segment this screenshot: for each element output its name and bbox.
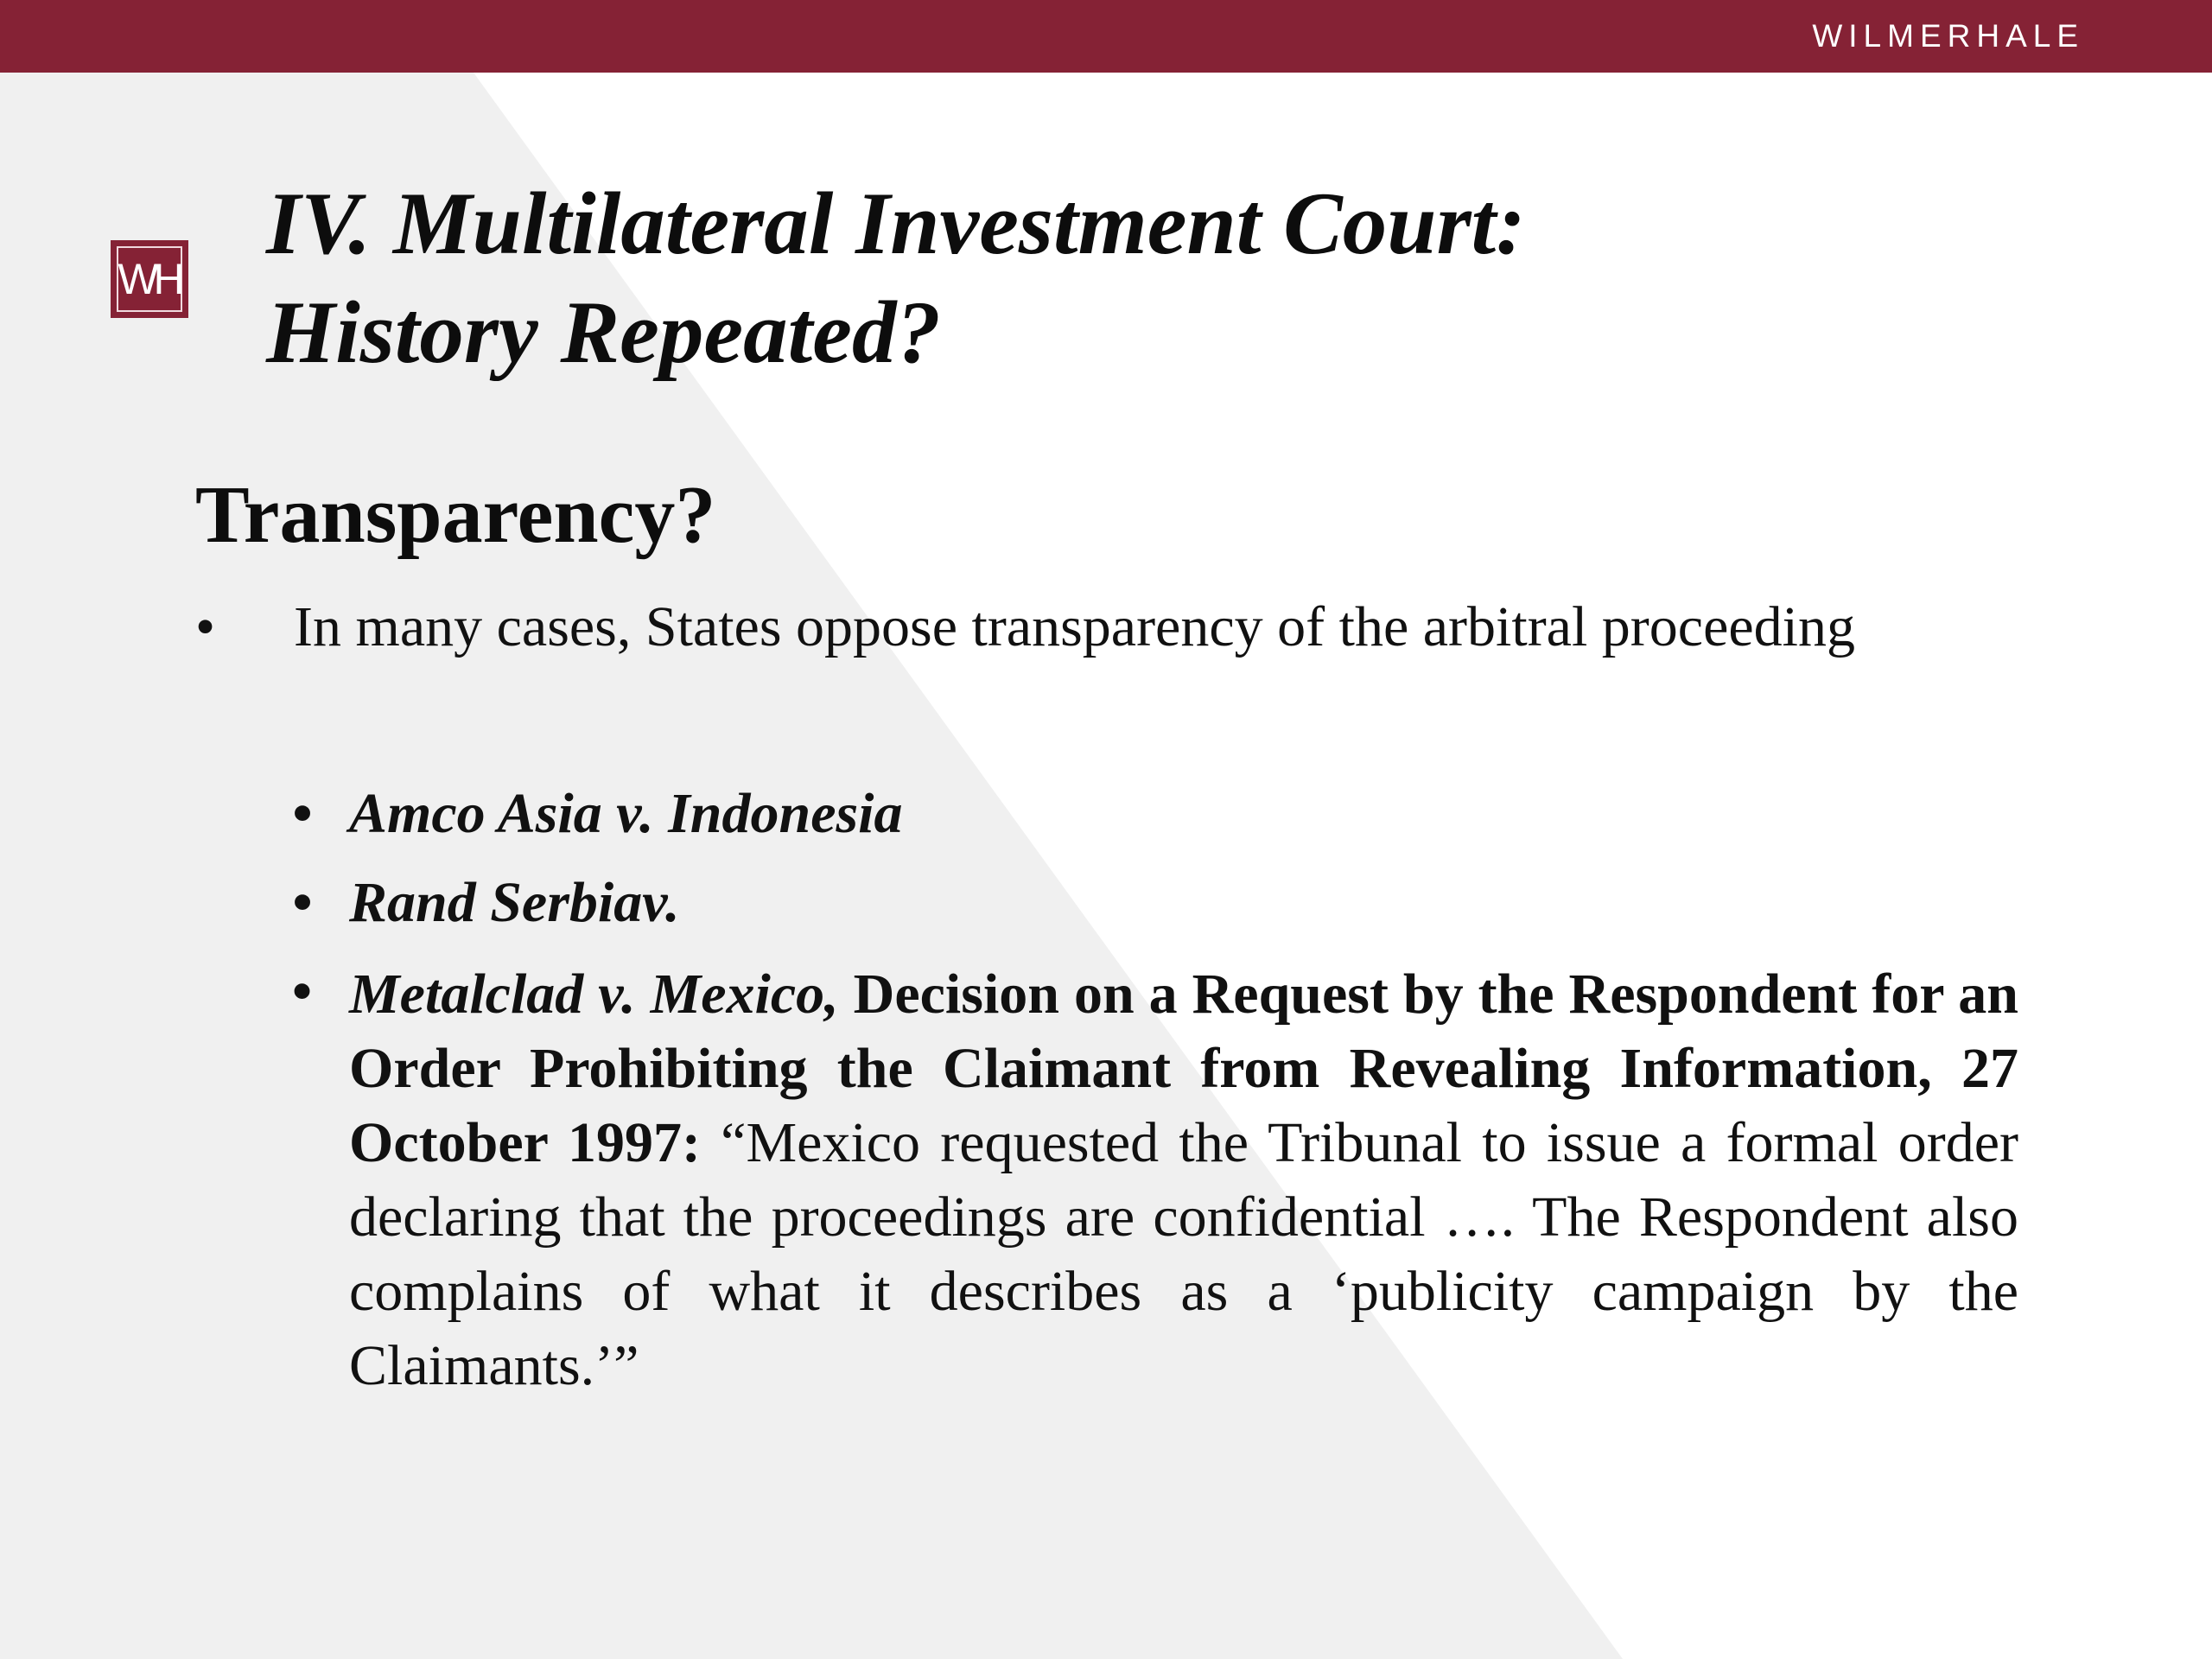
case-name: Metalclad v. Mexico, (349, 963, 839, 1026)
brand-name: WILMERHALE (1812, 18, 2084, 54)
bullet-marker: • (292, 960, 313, 1023)
case-name: Rand Serbiav. (349, 871, 680, 934)
bullet-marker: • (195, 595, 216, 658)
case-list (292, 779, 2020, 1403)
section-heading: Transparency? (195, 470, 716, 560)
decision-title: Decision on a Request by the Respondent for an Order Prohibiting the Claimant from Revealing Information, 27 October 1997: (349, 963, 2019, 1174)
logo-letters: WH (118, 255, 180, 303)
decision-quote: “Mexico requested the Tribunal to issue a formal order declaring that the proceedings are confidential …. The Respondent also complains of what it describes as a ‘publicity campaign by the Claimants.’” (349, 1111, 2018, 1397)
logo-frame (117, 246, 182, 312)
bullet-marker: • (292, 871, 313, 934)
slide-title-line-1: IV. Multilateral Investment Court: (266, 175, 1526, 273)
list-item (292, 868, 2020, 938)
slide-title (266, 169, 1908, 387)
main-bullet-text: In many cases, States oppose transparency of the arbitral proceeding (294, 595, 1856, 658)
header-bar (0, 0, 2212, 73)
list-item (292, 957, 2018, 1403)
slide-title-line-2: History Repeated? (266, 283, 941, 382)
list-item (292, 779, 2020, 849)
case-name: Amco Asia v. Indonesia (349, 782, 903, 845)
wh-monogram-icon (111, 240, 188, 318)
bullet-marker: • (292, 782, 313, 845)
